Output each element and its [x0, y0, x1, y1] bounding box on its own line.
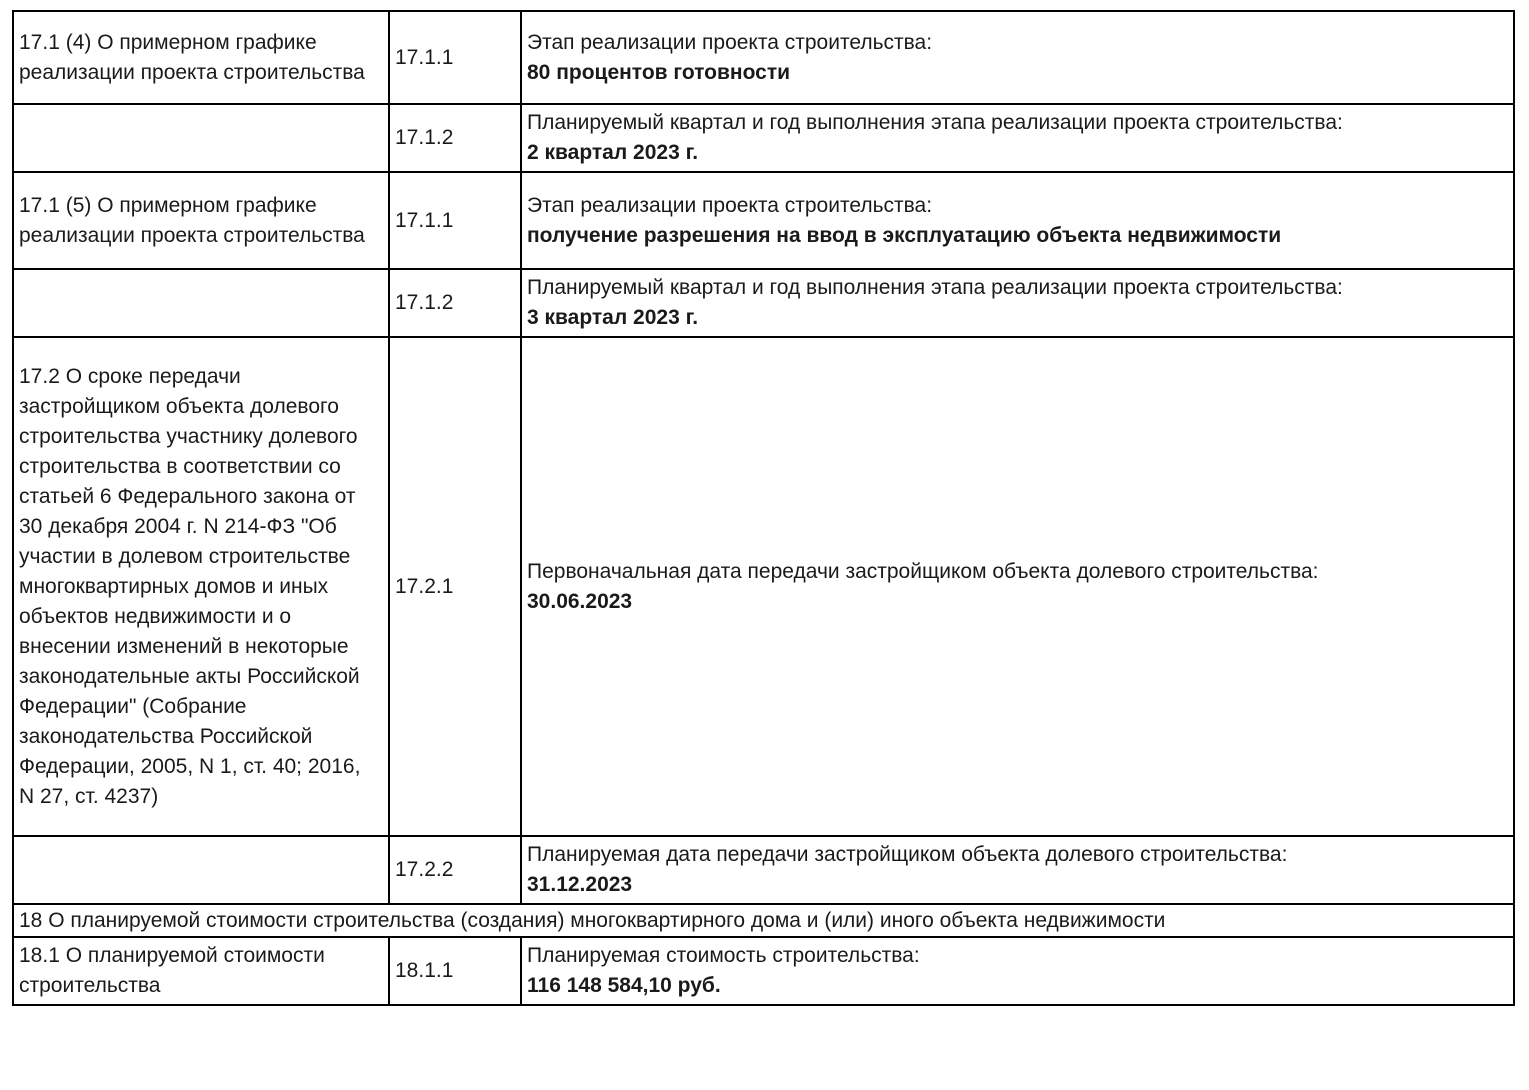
- field-label: Планируемый квартал и год выполнения этапа реализации проекта строительства:: [527, 276, 1343, 299]
- item-number: 17.2.1: [395, 574, 454, 598]
- field-value: 80 процентов готовности: [527, 60, 791, 84]
- item-number: 18.1.1: [395, 959, 454, 982]
- field-cell: [521, 937, 1514, 1005]
- item-number: 17.1.1: [395, 208, 454, 232]
- field-value: 2 квартал 2023 г.: [527, 141, 699, 164]
- section-label-cell: [13, 337, 389, 836]
- field-label: Планируемый квартал и год выполнения этапа реализации проекта строительства:: [527, 111, 1343, 134]
- field-label: Первоначальная дата передачи застройщиком объекта долевого строительства:: [527, 559, 1319, 583]
- section-label-cell: [13, 104, 389, 172]
- section-label: 17.2 О сроке передачи застройщиком объекта долевого строительства участнику долевого строительства в соответствии со статьей 6 Федерального закона от 30 декабря 2004 г. N 214-ФЗ "Об участии в долевом строительстве многоквартирных домов и иных объектов недвижимости и о внесении изменений в некоторые законодательные акты Российской Федерации" (Собрание законодательства Российской Федерации, 2005, N 1, ст. 40; 2016, N 27, ст. 4237): [19, 364, 361, 808]
- field-cell: [521, 337, 1514, 836]
- item-number-cell: [389, 269, 521, 337]
- field-cell: [521, 104, 1514, 172]
- table-row: [13, 937, 1514, 1005]
- item-number-cell: [389, 937, 521, 1005]
- field-cell: [521, 172, 1514, 269]
- item-number-cell: [389, 172, 521, 269]
- field-cell: [521, 836, 1514, 904]
- field-value: получение разрешения на ввод в эксплуатацию объекта недвижимости: [527, 223, 1282, 247]
- section-label: 17.1 (5) О примерном графике реализации проекта строительства: [19, 193, 365, 247]
- section-label-cell: [13, 11, 389, 104]
- item-number: 17.2.2: [395, 858, 454, 881]
- field-label: Планируемая стоимость строительства:: [527, 944, 920, 967]
- table-row: [13, 11, 1514, 104]
- field-cell: [521, 11, 1514, 104]
- section-label: 17.1 (4) О примерном графике реализации проекта строительства: [19, 30, 365, 84]
- project-declaration-table: [12, 10, 1515, 1006]
- document-page: [0, 10, 1529, 1090]
- field-label: Этап реализации проекта строительства:: [527, 193, 933, 217]
- table-row: [13, 269, 1514, 337]
- section-label: 18.1 О планируемой стоимости строительства: [19, 944, 325, 997]
- field-value: 116 148 584,10 руб.: [527, 974, 721, 997]
- item-number-cell: [389, 104, 521, 172]
- field-label: Этап реализации проекта строительства:: [527, 30, 933, 54]
- section-label-cell: [13, 172, 389, 269]
- item-number-cell: [389, 11, 521, 104]
- item-number: 17.1.2: [395, 126, 454, 149]
- section-header: 18 О планируемой стоимости строительства (создания) многоквартирного дома и (или) иного объекта недвижимости: [19, 908, 1166, 932]
- section-label-cell: [13, 937, 389, 1005]
- table-row: [13, 104, 1514, 172]
- field-value: 3 квартал 2023 г.: [527, 306, 699, 329]
- item-number-cell: [389, 836, 521, 904]
- table-row: [13, 337, 1514, 836]
- item-number-cell: [389, 337, 521, 836]
- item-number: 17.1.2: [395, 291, 454, 314]
- section-label-cell: [13, 269, 389, 337]
- field-value: 30.06.2023: [527, 589, 633, 613]
- field-value: 31.12.2023: [527, 873, 633, 896]
- item-number: 17.1.1: [395, 45, 454, 69]
- field-label: Планируемая дата передачи застройщиком объекта долевого строительства:: [527, 843, 1288, 866]
- field-cell: [521, 269, 1514, 337]
- section-header-row: [13, 904, 1514, 937]
- section-header-cell: [13, 904, 1514, 937]
- table-row: [13, 836, 1514, 904]
- section-label-cell: [13, 836, 389, 904]
- table-row: [13, 172, 1514, 269]
